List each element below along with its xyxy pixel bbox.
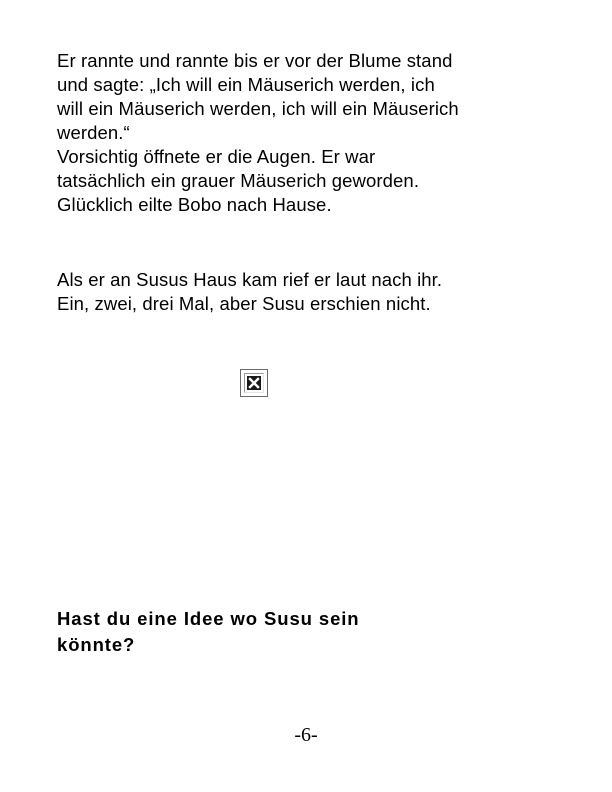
question-line: Hast du eine Idee wo Susu sein [57,608,360,629]
broken-image-icon [240,369,268,397]
close-x-icon [246,375,262,391]
text-line: Ein, zwei, drei Mal, aber Susu erschien nicht. [57,293,431,314]
reading-question [57,606,577,658]
broken-image-frame [244,373,264,393]
text-line: will ein Mäuserich werden, ich will ein Mäuserich [57,98,459,119]
text-line: und sagte: „Ich will ein Mäuserich werden, ich [57,74,435,95]
page-number: -6- [294,724,318,746]
text-line: Er rannte und rannte bis er vor der Blume stand [57,50,453,71]
text-line: tatsächlich ein grauer Mäuserich geworden. [57,170,420,191]
story-paragraph-1 [57,49,577,217]
text-line: Glücklich eilte Bobo nach Hause. [57,194,332,215]
question-line: könnte? [57,634,136,655]
text-line: Als er an Susus Haus kam rief er laut nach ihr. [57,269,443,290]
text-line: werden.“ [57,122,130,143]
text-line: Vorsichtig öffnete er die Augen. Er war [57,146,376,167]
story-paragraph-2 [57,268,577,316]
